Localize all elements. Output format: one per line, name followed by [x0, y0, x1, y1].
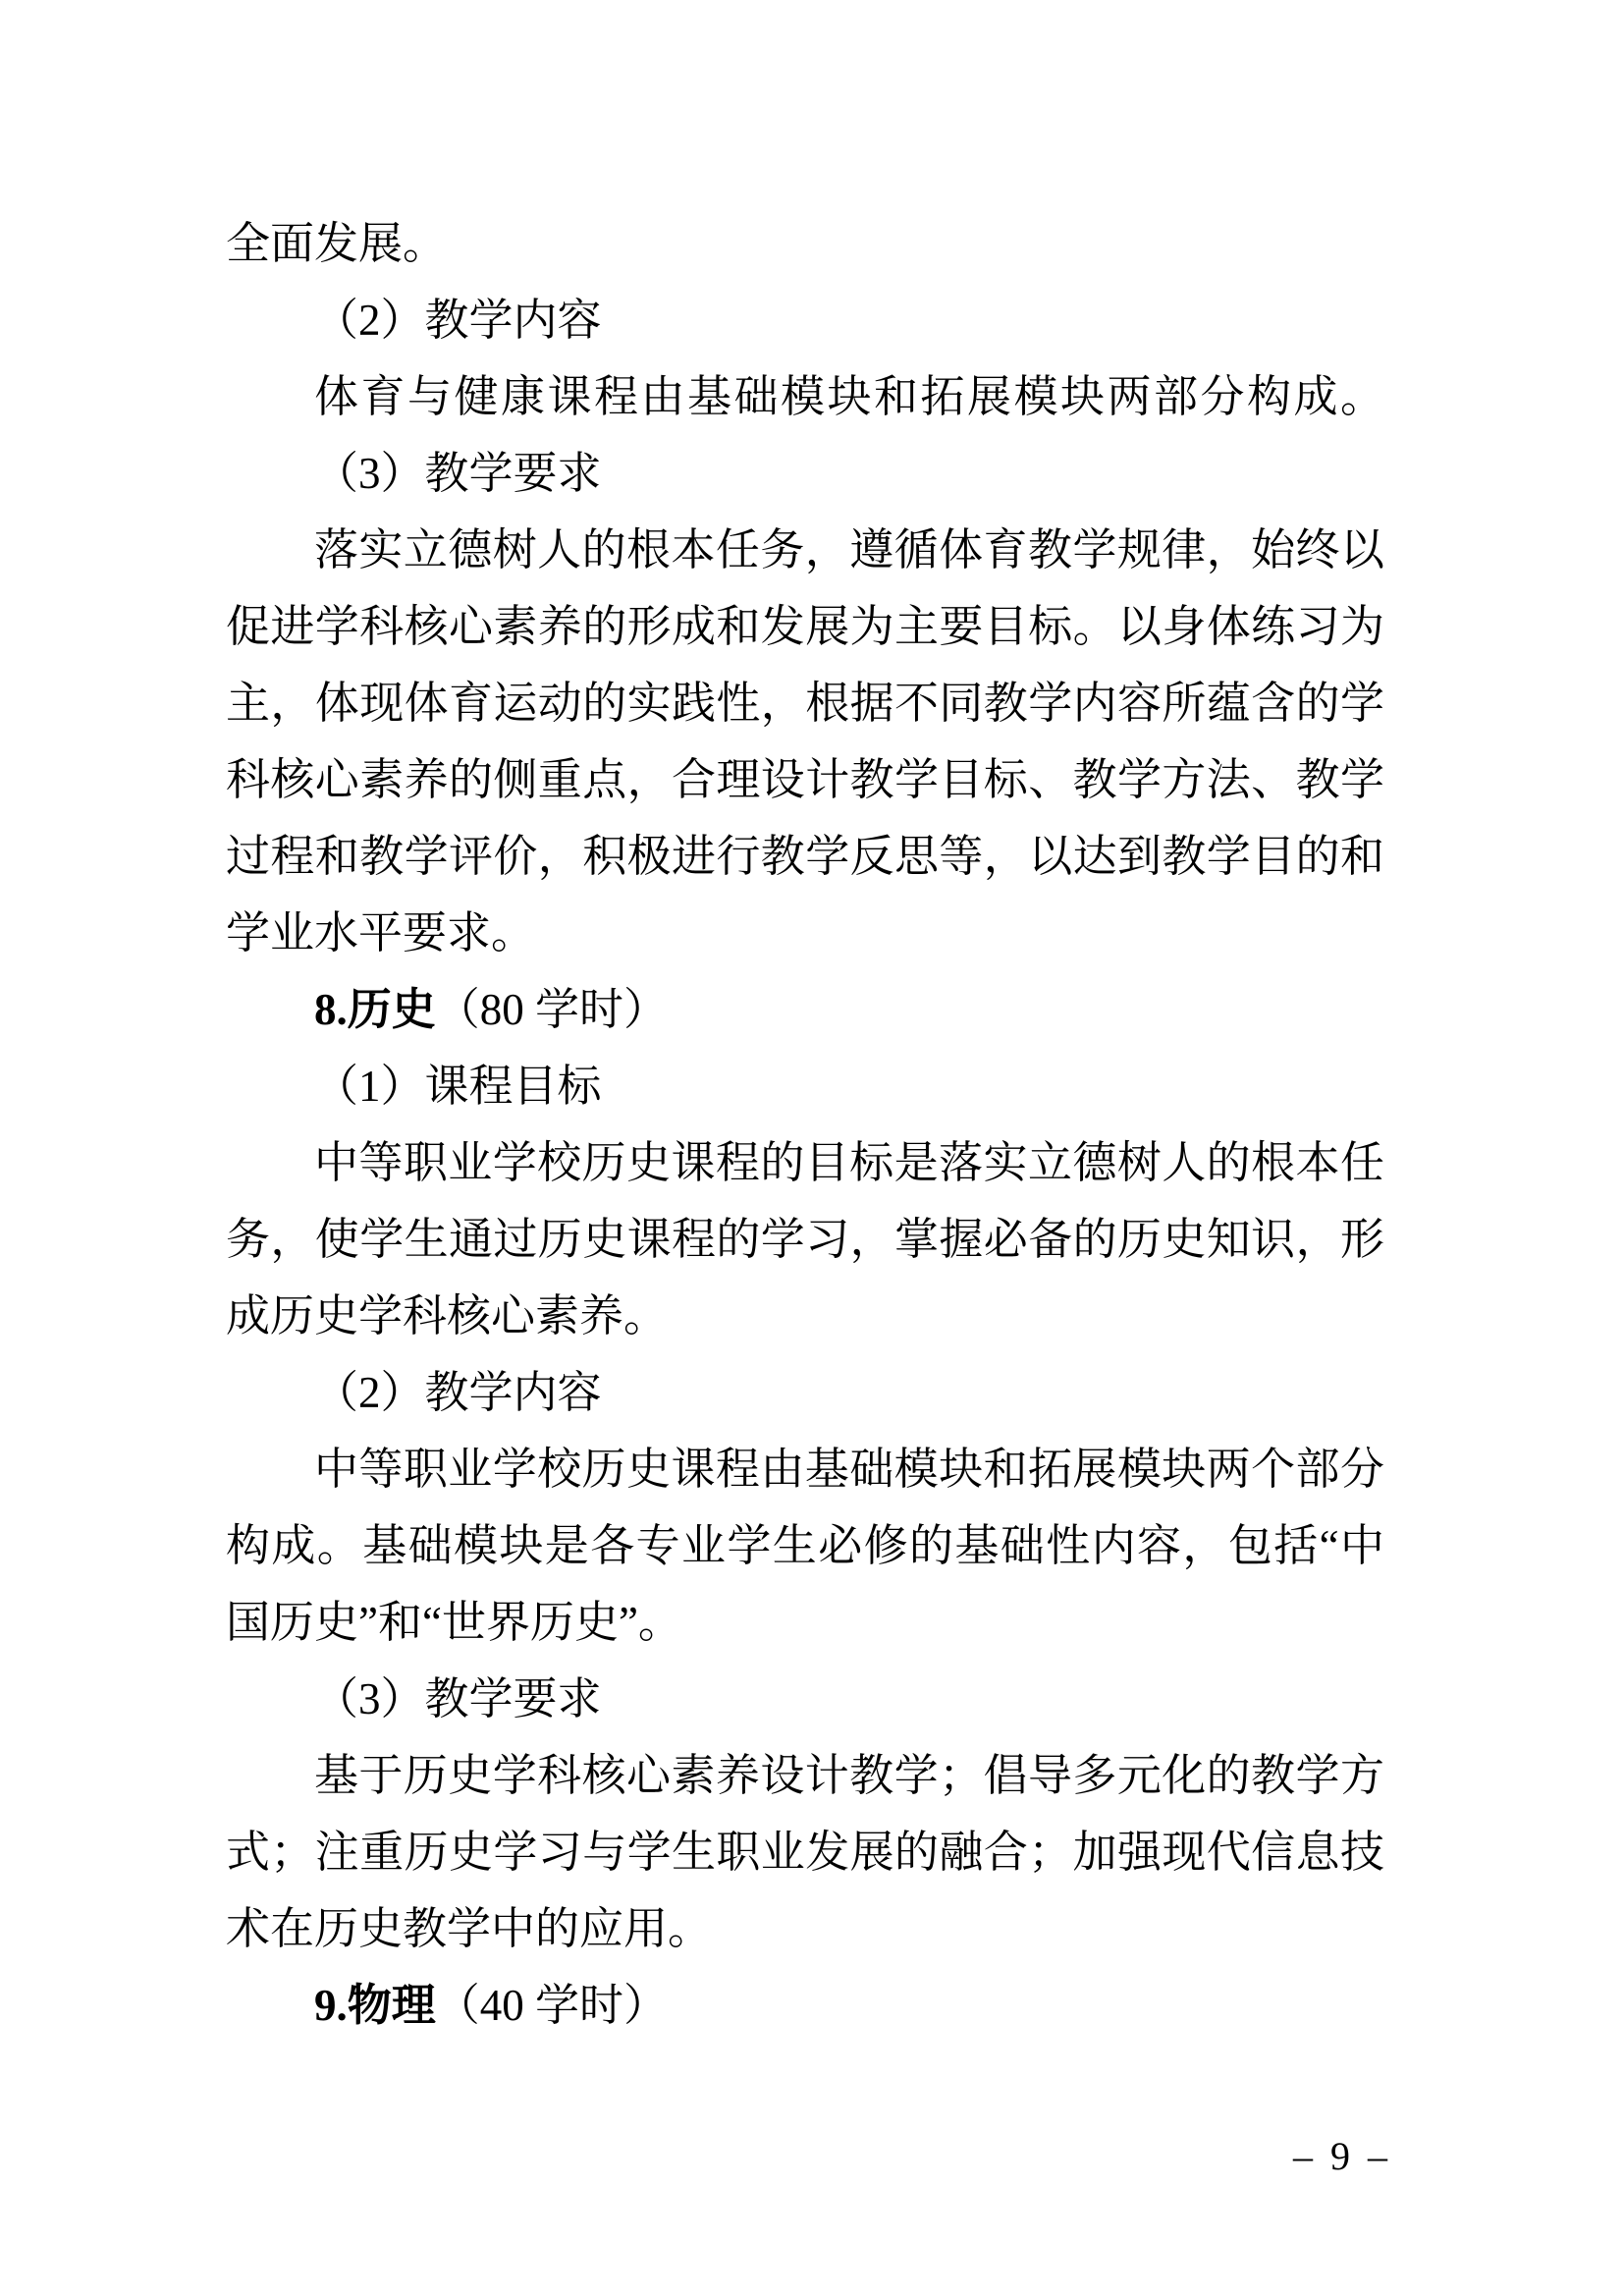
subsection-label: （3）教学要求 [314, 1674, 602, 1723]
subsection-label: （3）教学要求 [314, 449, 602, 498]
paragraph-line: 国历史”和“世界历史”。 [226, 1598, 682, 1647]
paragraph-line: 式；注重历史学习与学生职业发展的融合；加强现代信息技 [226, 1828, 1384, 1877]
subsection-label: （2）教学内容 [314, 1368, 602, 1417]
paragraph-line: 务，使学生通过历史课程的学习，掌握必备的历史知识，形 [226, 1215, 1384, 1264]
subsection-label: （1）课程目标 [314, 1062, 602, 1111]
paragraph-line: 落实立德树人的根本任务，遵循体育教学规律，始终以 [314, 525, 1384, 574]
paragraph-line: 术在历史教学中的应用。 [226, 1904, 713, 1953]
paragraph-line: 中等职业学校历史课程由基础模块和拓展模块两个部分 [314, 1445, 1384, 1494]
subsection-label: （2）教学内容 [314, 296, 602, 345]
paragraph-line: 基于历史学科核心素养设计教学；倡导多元化的教学方 [314, 1751, 1384, 1800]
heading-number-title: 9.物理 [314, 1981, 436, 2030]
section-heading-physics [226, 1967, 1384, 2044]
paragraph-line: 全面发展。 [226, 219, 448, 268]
heading-hours: （80 学时） [435, 985, 669, 1034]
document-body [226, 205, 1384, 2044]
heading-hours: （40 学时） [435, 1981, 669, 2030]
paragraph-line: 体育与健康课程由基础模块和拓展模块两部分构成。 [314, 372, 1384, 421]
paragraph-line: 学业水平要求。 [226, 908, 536, 957]
paragraph-line: 成历史学科核心素养。 [226, 1291, 669, 1340]
section-heading-history [226, 971, 1384, 1048]
paragraph-line: 过程和教学评价，积极进行教学反思等，以达到教学目的和 [226, 832, 1384, 881]
paragraph-line: 科核心素养的侧重点，合理设计教学目标、教学方法、教学 [226, 755, 1384, 804]
paragraph-line: 中等职业学校历史课程的目标是落实立德树人的根本任 [314, 1138, 1384, 1187]
paragraph-line: 构成。基础模块是各专业学生必修的基础性内容，包括“中 [226, 1521, 1384, 1570]
heading-number-title: 8.历史 [314, 985, 436, 1034]
paragraph-line: 主，体现体育运动的实践性，根据不同教学内容所蕴含的学 [226, 679, 1384, 728]
paragraph-line: 促进学科核心素养的形成和发展为主要目标。以身体练习为 [226, 602, 1384, 651]
page-number: – 9 – [1293, 2134, 1387, 2178]
